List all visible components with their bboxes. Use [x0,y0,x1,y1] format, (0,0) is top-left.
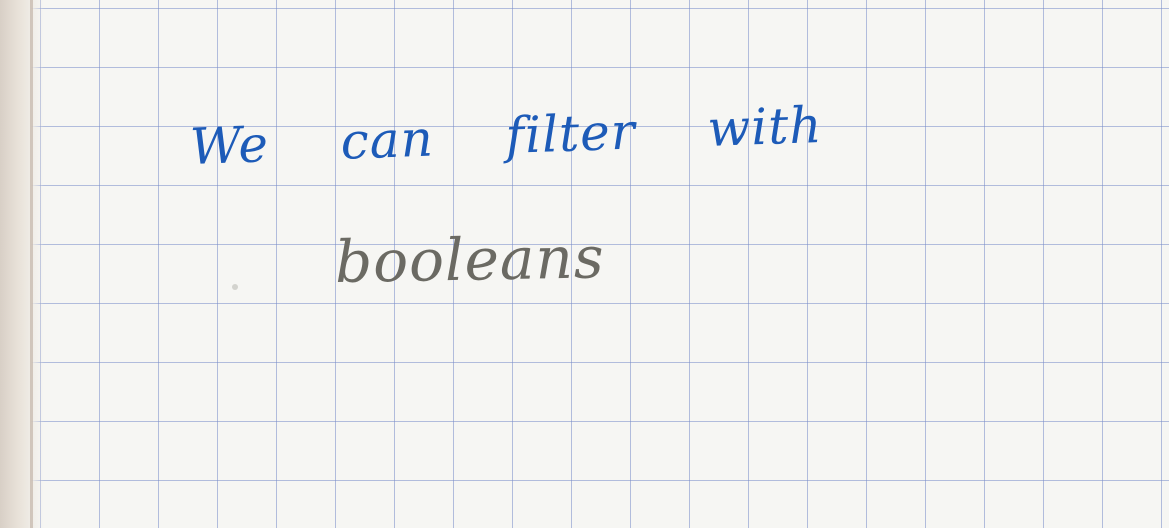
handwritten-line-1: We can filter with [188,95,824,176]
binding-edge [30,0,33,528]
ink-smudge [232,284,238,290]
handwritten-line-2: booleans [334,223,606,296]
notebook-binding [0,0,44,528]
